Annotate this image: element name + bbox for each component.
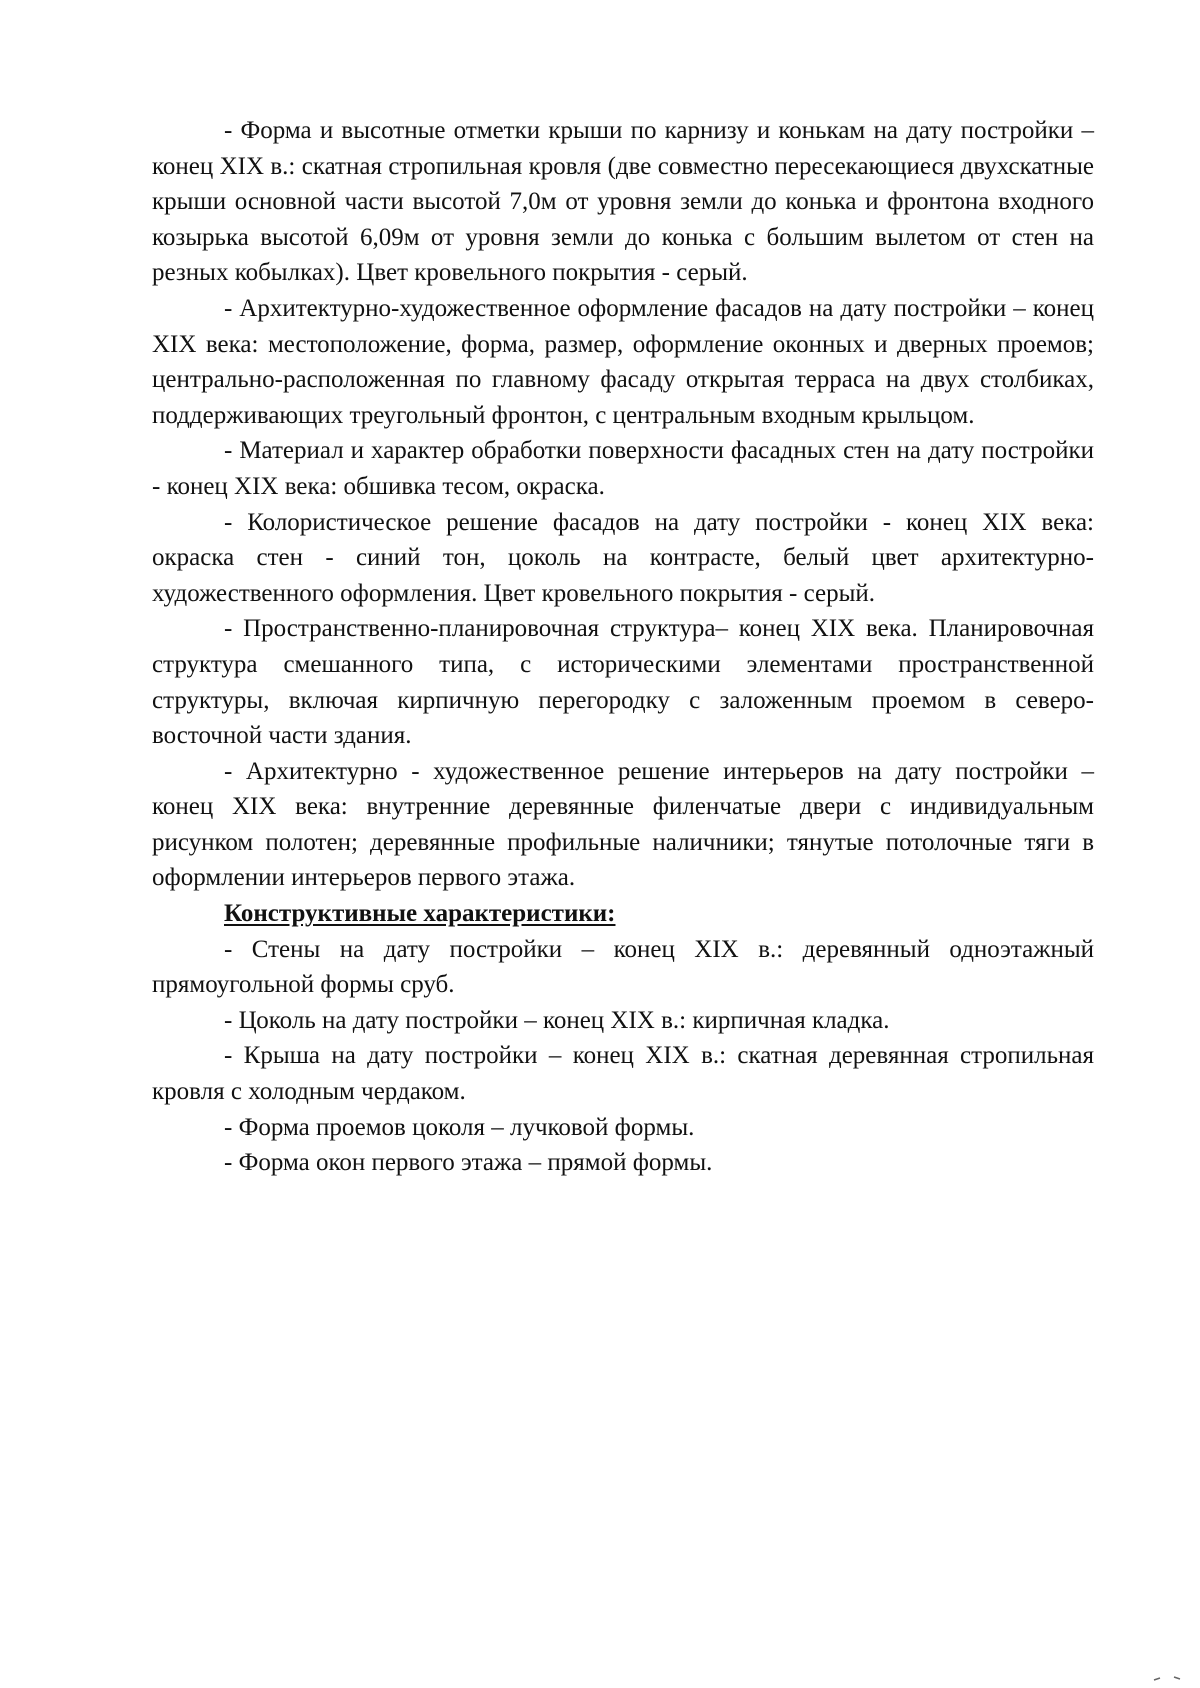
paragraph-roof-form: - Форма и высотные отметки крыши по карнизу и конькам на дату постройки – конец XIX в.: скатная стропильная кровля (две совместно пересекающиеся двухскатные крыши основной части высотой 7,0м от уровня земли до конька и фронтона входного козырька высотой 6,09м от уровня земли до конька с большим вылетом от стен на резных кобылках). Цвет кровельного покрытия - серый.	[152, 117, 1094, 287]
paragraph-color-scheme: - Колористическое решение фасадов на дату постройки - конец XIX века: окраска стен - синий тон, цоколь на контрасте, белый цвет архитектурно-художественного оформления. Цвет кровельного покрытия - серый.	[152, 508, 1094, 607]
scan-artifact-mark	[1152, 1676, 1182, 1682]
paragraph-plinth-openings: - Форма проемов цоколя – лучковой формы.	[224, 1113, 695, 1141]
paragraph-wall-material: - Материал и характер обработки поверхности фасадных стен на дату постройки - конец XIX века: обшивка тесом, окраска.	[152, 437, 1094, 500]
paragraph-spatial-structure: - Пространственно-планировочная структура– конец XIX века. Планировочная структура смешанного типа, с историческими элементами пространственной структуры, включая кирпичную перегородку с заложенным проемом в северо-восточной части здания.	[152, 615, 1094, 750]
document-body	[152, 113, 1094, 1181]
paragraph-roof: - Крыша на дату постройки – конец XIX в.: скатная деревянная стропильная кровля с холодным чердаком.	[152, 1042, 1094, 1106]
section-heading-structural: Конструктивные характеристики:	[224, 900, 616, 928]
paragraph-interior-design: - Архитектурно - художественное решение интерьеров на дату постройки – конец XIX века: внутренние деревянные филенчатые двери с индивидуальным рисунком полотен; деревянные профильные наличники; тянутые потолочные тяги в оформлении интерьеров первого этажа.	[152, 757, 1094, 892]
paragraph-windows: - Форма окон первого этажа – прямой формы.	[224, 1149, 713, 1177]
paragraph-walls: - Стены на дату постройки – конец XIX в.: деревянный одноэтажный прямоугольной формы сруб.	[152, 935, 1094, 999]
paragraph-facade-decoration: - Архитектурно-художественное оформление фасадов на дату постройки – конец XIX века: местоположение, форма, размер, оформление оконных и дверных проемов; центрально-расположенная по главному фасаду открытая терраса на двух столбиках, поддерживающих треугольный фронтон, с центральным входным крыльцом.	[152, 294, 1094, 429]
paragraph-plinth: - Цоколь на дату постройки – конец XIX в.: кирпичная кладка.	[224, 1006, 890, 1034]
